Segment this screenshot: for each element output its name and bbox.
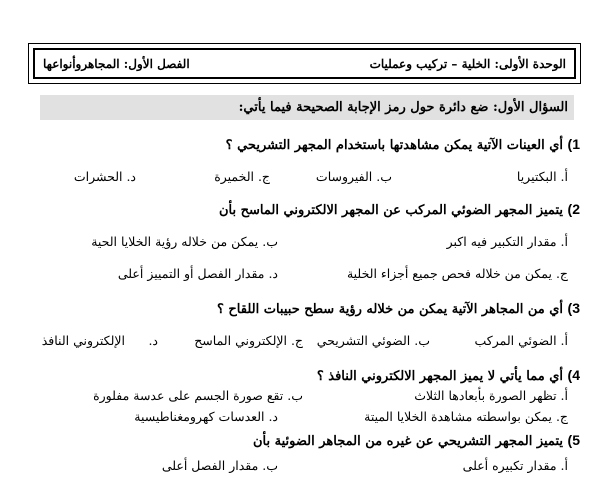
question-number: 3) (567, 300, 580, 316)
option-3c: ج. الإلكتروني الماسح (194, 333, 303, 348)
question-number: 1) (567, 136, 580, 152)
question-3 (217, 300, 580, 317)
option-4a: أ. تظهر الصورة بأبعادها الثلاث (414, 388, 568, 403)
option-3d-text: الإلكتروني النافذ (41, 333, 125, 348)
option-1b: ب. الفيروسات (315, 169, 392, 184)
option-1d: د. الحشرات (73, 169, 136, 184)
question-text: يتميز المجهر الضوئي المركب عن المجهر الالكتروني الماسح بأن (219, 203, 563, 218)
question-5 (253, 432, 580, 449)
option-3b: ب. الضوئي التشريحي (316, 333, 430, 348)
unit-title: الوحدة الأولى: الخلية – تركيب وعمليات (369, 56, 566, 71)
instruction-banner (40, 95, 574, 120)
chapter-title: الفصل الأول: المجاهروأنواعها (43, 56, 190, 71)
header-box (28, 43, 581, 84)
option-2a: أ. مقدار التكبير فيه اكبر (446, 234, 568, 249)
option-2d: د. مقدار الفصل أو التمييز أعلى (117, 266, 278, 281)
question-text: يتميز المجهر التشريحي عن غيره من المجاهر الضوئية بأن (252, 434, 563, 449)
question-1 (226, 136, 580, 153)
option-4d: د. العدسات كهرومغناطيسية (134, 409, 278, 424)
question-2 (219, 201, 580, 218)
option-1a: أ. البكتيريا (516, 169, 568, 184)
question-text: أي مما يأتي لا يميز المجهر الالكتروني النافذ ؟ (316, 369, 563, 384)
option-3d-label: د. (148, 333, 158, 348)
option-2c: ج. يمكن من خلاله فحص جميع أجزاء الخلية (346, 266, 568, 281)
option-4b: ب. تقع صورة الجسم على عدسة مفلورة (93, 388, 303, 403)
option-2b: ب. يمكن من خلاله رؤية الخلايا الحية (91, 234, 278, 249)
question-text: أي من المجاهر الآتية يمكن من خلاله رؤية سطح حبيبات اللقاح ؟ (216, 302, 563, 317)
question-4 (317, 367, 580, 384)
instruction-text: السؤال الأول: ضع دائرة حول رمز الإجابة الصحيحة فيما يأتي: (238, 100, 568, 115)
question-number: 5) (567, 432, 580, 448)
option-4c: ج. يمكن بواسطته مشاهدة الخلايا الميتة (364, 409, 568, 424)
question-text: أي العينات الآتية يمكن مشاهدتها باستخدام المجهر التشريحي ؟ (225, 138, 563, 153)
question-number: 4) (567, 367, 580, 383)
option-5a: أ. مقدار تكبيره أعلى (462, 458, 568, 473)
question-number: 2) (567, 201, 580, 217)
header-inner (33, 48, 576, 79)
option-1c: ج. الخميرة (214, 169, 270, 184)
option-3a: أ. الضوئي المركب (474, 333, 568, 348)
option-5b: ب. مقدار الفصل أعلى (161, 458, 278, 473)
